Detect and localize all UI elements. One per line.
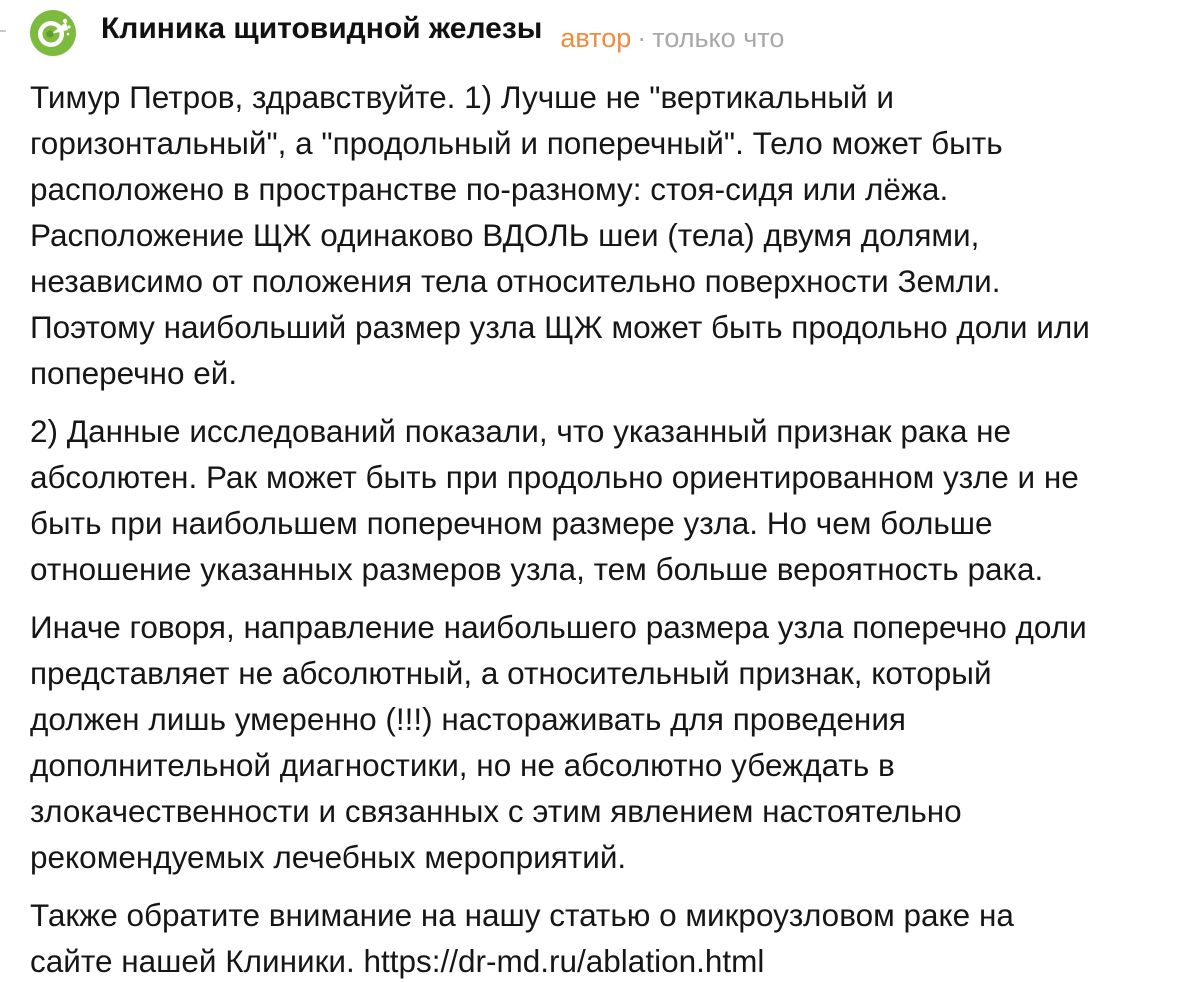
author-badge: автор bbox=[560, 22, 632, 53]
text-line: Расположение ЩЖ одинаково ВДОЛЬ шеи (тела) двумя долями, bbox=[30, 217, 980, 253]
meta-separator: · bbox=[637, 22, 647, 53]
text-line: должен лишь умеренно (!!!) настораживать для проведения bbox=[30, 701, 906, 737]
comment-timestamp: только что bbox=[652, 22, 785, 53]
comment-paragraph bbox=[30, 74, 1195, 396]
author-name[interactable]: Клиника щитовидной железы bbox=[101, 12, 543, 45]
comment-paragraph bbox=[30, 892, 1195, 982]
text-line: Также обратите внимание на нашу статью о микроузловом раке на bbox=[30, 897, 1014, 933]
text-line: отношение указанных размеров узла, тем больше вероятность рака. bbox=[30, 551, 1044, 587]
text-line: Иначе говоря, направление наибольшего размера узла поперечно доли bbox=[30, 609, 1087, 645]
comment-header bbox=[30, 10, 784, 56]
text-line: рекомендуемых лечебных мероприятий. bbox=[30, 839, 627, 875]
comment-meta bbox=[560, 23, 784, 54]
text-line: горизонтальный", а "продольный и поперечный". Тело может быть bbox=[30, 125, 1003, 161]
comment-paragraph bbox=[30, 604, 1195, 880]
text-line: представляет не абсолютный, а относительный признак, который bbox=[30, 655, 992, 691]
text-line: злокачественности и связанных с этим явлением настоятельно bbox=[30, 793, 962, 829]
text-line: независимо от положения тела относительно поверхности Земли. bbox=[30, 263, 1001, 299]
text-line: Тимур Петров, здравствуйте. 1) Лучше не "вертикальный и bbox=[30, 79, 895, 115]
text-line: 2) Данные исследований показали, что указанный признак рака не bbox=[30, 413, 1012, 449]
comment-body bbox=[30, 74, 1195, 982]
comment-paragraph bbox=[30, 408, 1195, 592]
text-line: поперечно ей. bbox=[30, 355, 238, 391]
text-line: абсолютен. Рак может быть при продольно ориентированном узле и не bbox=[30, 459, 1079, 495]
text-line: расположено в пространстве по-разному: стоя-сидя или лёжа. bbox=[30, 171, 949, 207]
text-line: Поэтому наибольший размер узла ЩЖ может быть продольно доли или bbox=[30, 309, 1090, 345]
text-line: сайте нашей Клиники. https://dr-md.ru/ablation.html bbox=[30, 943, 765, 979]
text-line: быть при наибольшем поперечном размере узла. Но чем больше bbox=[30, 505, 993, 541]
clinic-logo-icon[interactable] bbox=[30, 10, 76, 56]
text-line: дополнительной диагностики, но не абсолютно убеждать в bbox=[30, 747, 895, 783]
